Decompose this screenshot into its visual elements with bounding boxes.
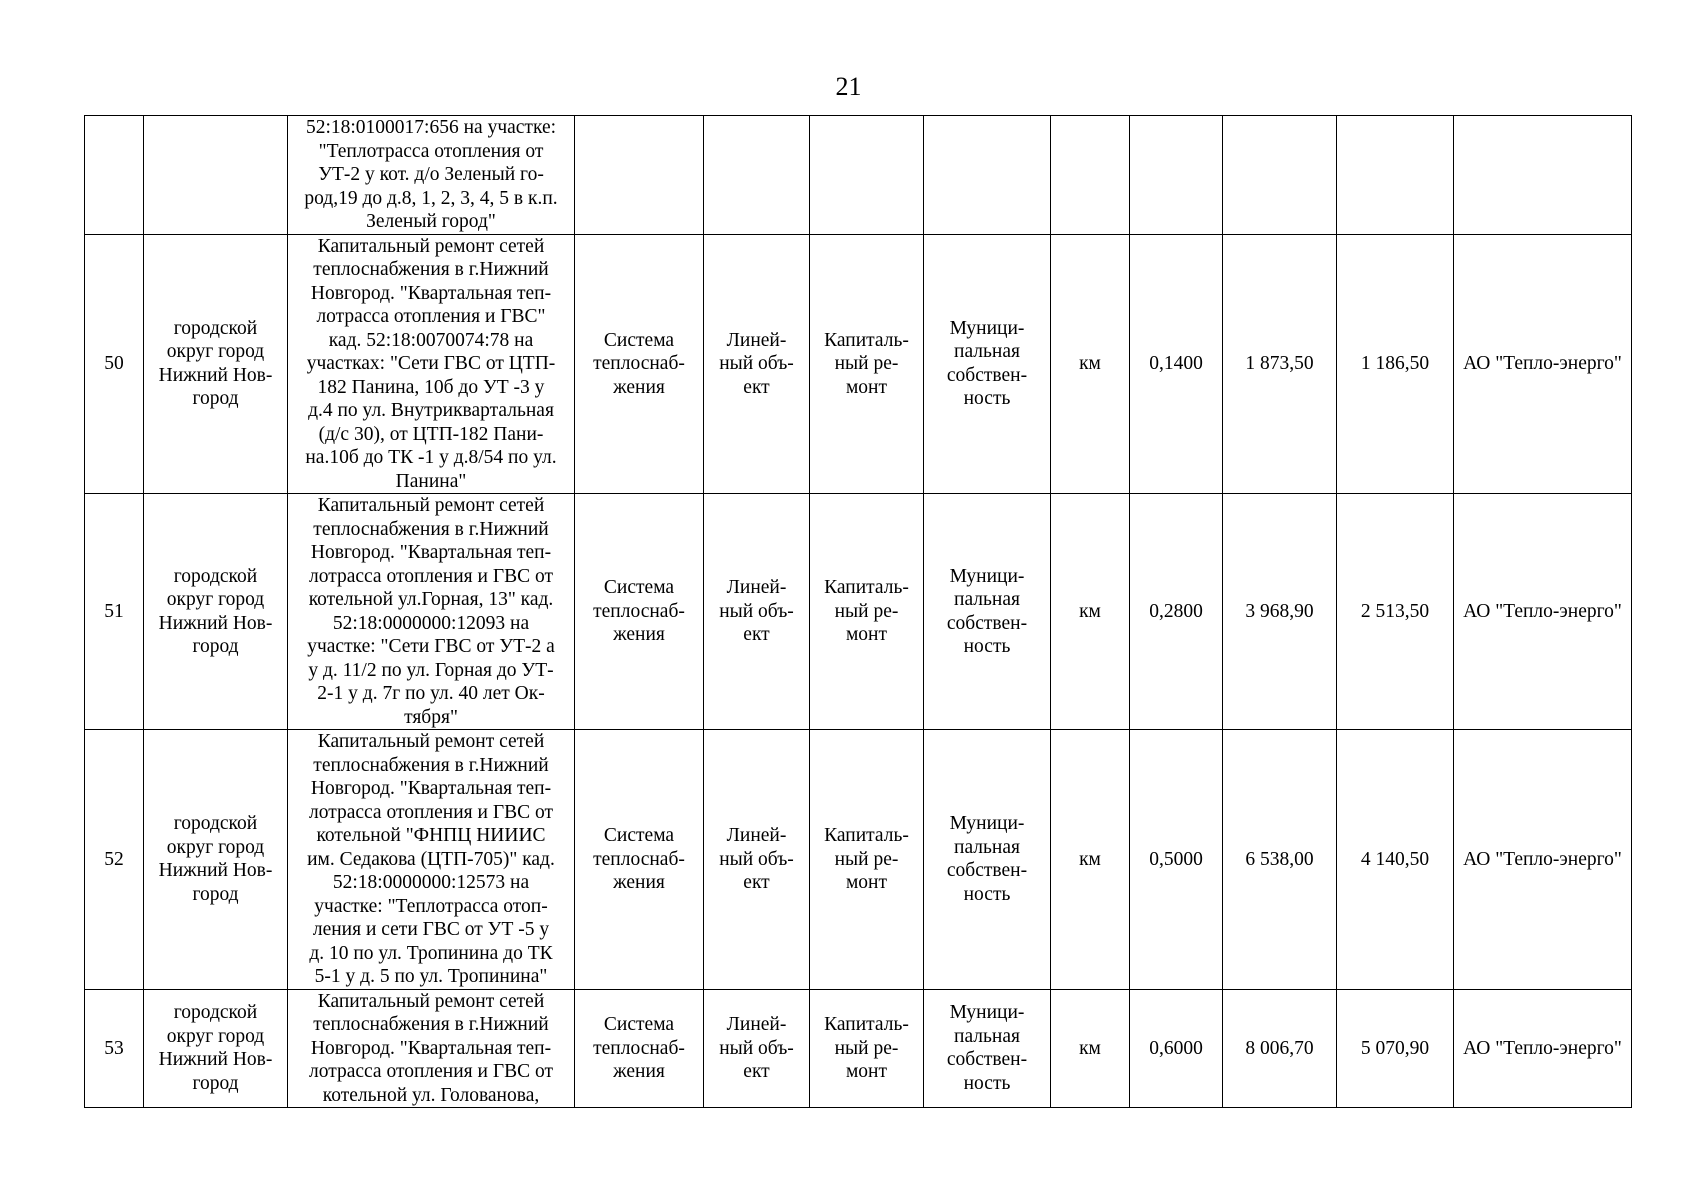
description-line: 52:18:0100017:656 на участке:: [305, 117, 557, 138]
table-row: [85, 989, 1632, 1108]
description-line: Новгород. "Квартальная теп-: [310, 282, 552, 304]
cell-organization: АО "Тепло-энерго": [1454, 989, 1632, 1108]
description-line: теплоснабжения в г.Нижний: [313, 754, 549, 776]
description-line: 52:18:0000000:12573 на: [332, 872, 530, 893]
cell-cost-part: 2 513,50: [1337, 494, 1454, 730]
cell-cost-total: 3 968,90: [1223, 494, 1337, 730]
description-line: (д/с 30), от ЦТП-182 Пани-: [318, 423, 544, 445]
cell-cost-total: 8 006,70: [1223, 989, 1337, 1108]
description-line: Капитальный ремонт сетей: [317, 990, 545, 1012]
cell-municipality: городской округ город Нижний Нов-город: [144, 494, 288, 730]
description-line: "Теплотрасса отопления от: [318, 140, 544, 162]
cell-num: 50: [85, 234, 144, 494]
cell-description: [288, 494, 575, 730]
cell-num: 53: [85, 989, 144, 1108]
cell-cost-total: 1 873,50: [1223, 234, 1337, 494]
cell-object-type: Линей-ный объ-ект: [704, 494, 810, 730]
description-line: Панина": [395, 470, 467, 492]
description-line: участках: "Сети ГВС от ЦТП-: [306, 353, 556, 374]
cell-object-type: Линей-ный объ-ект: [704, 989, 810, 1108]
cell-unit: км: [1051, 989, 1130, 1108]
description-line: участке: "Сети ГВС от УТ-2 а: [307, 636, 555, 657]
works-table: [84, 115, 1632, 1108]
table-row: [85, 494, 1632, 730]
description-line: теплоснабжения в г.Нижний: [313, 1014, 549, 1035]
description-line: лотрасса отопления и ГВС от: [309, 565, 553, 587]
cell-unit: км: [1051, 234, 1130, 494]
cell-cost-total: [1223, 116, 1337, 235]
cell-object-type: Линей-ный объ-ект: [704, 730, 810, 990]
cell-length: [1130, 116, 1223, 235]
description-line: котельной "ФНПЦ НИИИС: [316, 825, 546, 846]
description-line: лотрасса отопления и ГВС": [316, 306, 546, 327]
cell-length: 0,5000: [1130, 730, 1223, 990]
cell-length: 0,6000: [1130, 989, 1223, 1108]
cell-cost-total: 6 538,00: [1223, 730, 1337, 990]
description-line: 2-1 у д. 7г по ул. 40 лет Ок-: [317, 683, 545, 704]
description-line: теплоснабжения в г.Нижний: [313, 259, 549, 280]
cell-num: [85, 116, 144, 235]
table-row: [85, 234, 1632, 494]
description-line: лотрасса отопления и ГВС от: [309, 1061, 553, 1082]
cell-unit: км: [1051, 730, 1130, 990]
cell-ownership: Муници-пальная собствен-ность: [924, 234, 1051, 494]
cell-ownership: Муници-пальная собствен-ность: [924, 494, 1051, 730]
cell-cost-part: 1 186,50: [1337, 234, 1454, 494]
description-line: 182 Панина, 10б до УТ -3 у: [317, 376, 545, 398]
description-line: род,19 до д.8, 1, 2, 3, 4, 5 в к.п.: [304, 187, 558, 209]
description-line: ления и сети ГВС от УТ -5 у: [312, 919, 550, 940]
cell-system: Система теплоснаб-жения: [575, 989, 704, 1108]
description-line: д.4 по ул. Внутриквартальная: [308, 400, 554, 421]
description-line: на.10б до ТК -1 у д.8/54 по ул.: [305, 447, 557, 468]
cell-system: [575, 116, 704, 235]
description-line: кад. 52:18:0070074:78 на: [328, 329, 534, 351]
description-line: у д. 11/2 по ул. Горная до УТ-: [308, 659, 554, 681]
cell-municipality: городской округ город Нижний Нов-город: [144, 989, 288, 1108]
cell-municipality: городской округ город Нижний Нов-город: [144, 730, 288, 990]
cell-cost-part: 4 140,50: [1337, 730, 1454, 990]
cell-organization: АО "Тепло-энерго": [1454, 730, 1632, 990]
description-line: котельной ул.Горная, 13" кад.: [308, 589, 554, 610]
cell-work-type: Капиталь-ный ре-монт: [810, 494, 924, 730]
description-line: лотрасса отопления и ГВС от: [309, 801, 553, 823]
cell-ownership: Муници-пальная собствен-ность: [924, 989, 1051, 1108]
cell-municipality: городской округ город Нижний Нов-город: [144, 234, 288, 494]
cell-cost-part: [1337, 116, 1454, 235]
description-line: котельной ул. Голованова,: [322, 1084, 540, 1106]
page-number: 21: [835, 72, 862, 101]
cell-object-type: Линей-ный объ-ект: [704, 234, 810, 494]
description-line: участке: "Теплотрасса отоп-: [314, 895, 548, 917]
cell-work-type: Капиталь-ный ре-монт: [810, 730, 924, 990]
cell-system: Система теплоснаб-жения: [575, 730, 704, 990]
description-line: Новгород. "Квартальная теп-: [310, 1037, 552, 1059]
cell-object-type: [704, 116, 810, 235]
description-line: теплоснабжения в г.Нижний: [313, 518, 549, 540]
cell-description: [288, 234, 575, 494]
description-line: 5-1 у д. 5 по ул. Тропинина": [314, 966, 548, 987]
description-line: Зеленый город": [366, 211, 496, 232]
cell-system: Система теплоснаб-жения: [575, 494, 704, 730]
cell-organization: АО "Тепло-энерго": [1454, 234, 1632, 494]
description-line: д. 10 по ул. Тропинина до ТК: [309, 942, 553, 964]
cell-ownership: [924, 116, 1051, 235]
description-line: Новгород. "Квартальная теп-: [310, 542, 552, 563]
cell-description: [288, 116, 575, 235]
description-line: Новгород. "Квартальная теп-: [310, 778, 552, 799]
cell-system: Система теплоснаб-жения: [575, 234, 704, 494]
cell-organization: [1454, 116, 1632, 235]
cell-num: 52: [85, 730, 144, 990]
cell-description: [288, 989, 575, 1108]
description-line: Капитальный ремонт сетей: [317, 495, 545, 516]
cell-length: 0,2800: [1130, 494, 1223, 730]
cell-ownership: Муници-пальная собствен-ность: [924, 730, 1051, 990]
cell-organization: АО "Тепло-энерго": [1454, 494, 1632, 730]
description-line: тября": [404, 706, 458, 728]
description-line: Капитальный ремонт сетей: [317, 235, 545, 257]
cell-work-type: [810, 116, 924, 235]
table-row: [85, 730, 1632, 990]
table-row-continuation: [85, 116, 1632, 235]
cell-unit: [1051, 116, 1130, 235]
cell-municipality: [144, 116, 288, 235]
description-line: Капитальный ремонт сетей: [317, 731, 545, 752]
cell-unit: км: [1051, 494, 1130, 730]
cell-work-type: Капиталь-ный ре-монт: [810, 234, 924, 494]
cell-work-type: Капиталь-ный ре-монт: [810, 989, 924, 1108]
cell-description: [288, 730, 575, 990]
cell-num: 51: [85, 494, 144, 730]
cell-cost-part: 5 070,90: [1337, 989, 1454, 1108]
description-line: 52:18:0000000:12093 на: [332, 612, 530, 634]
description-line: УТ-2 у кот. д/о Зеленый го-: [318, 164, 544, 185]
description-line: им. Седакова (ЦТП-705)" кад.: [307, 848, 555, 870]
cell-length: 0,1400: [1130, 234, 1223, 494]
